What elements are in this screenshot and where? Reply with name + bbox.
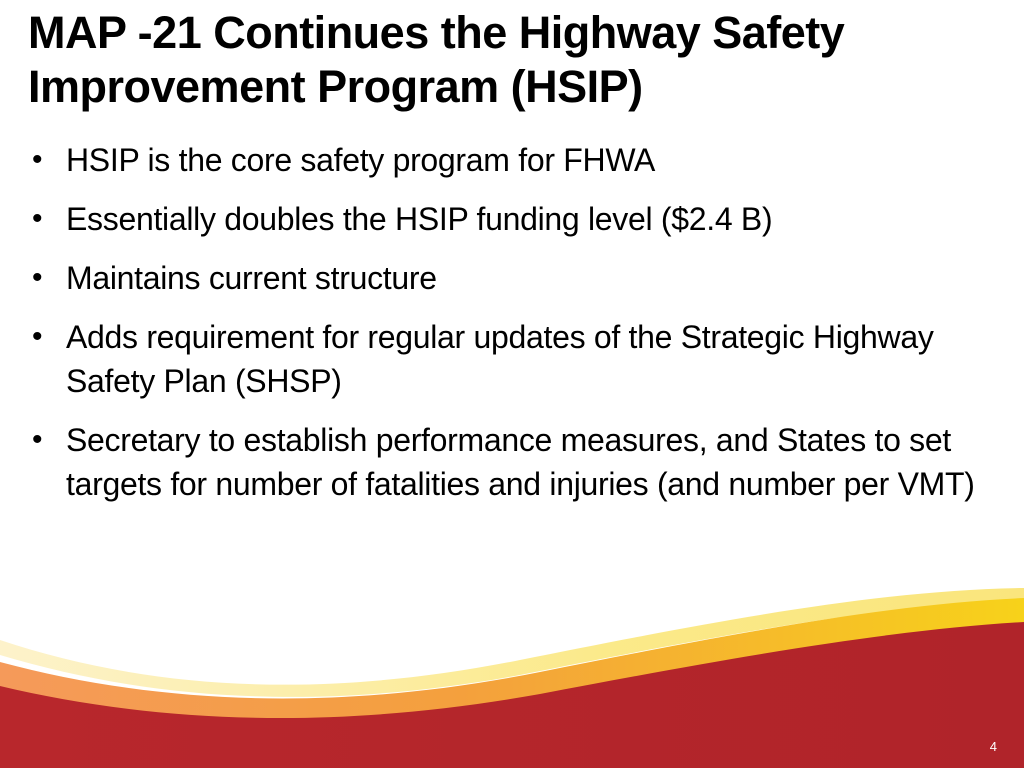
bullet-dot-icon: • (32, 143, 43, 176)
slide-title: MAP -21 Continues the Highway Safety Improvement Program (HSIP) (28, 7, 845, 112)
bullet-text: HSIP is the core safety program for FHWA (66, 142, 656, 178)
bullet-item (28, 256, 1008, 300)
bullet-item (28, 197, 1008, 241)
bullet-item (28, 315, 1008, 403)
bullet-text: Secretary to establish performance measures, and States to set targets for number of fatalities and injuries (and number per VMT) (66, 422, 975, 502)
bullet-text: Essentially doubles the HSIP funding level ($2.4 B) (66, 201, 773, 237)
bullet-dot-icon: • (32, 202, 43, 235)
bullet-list (28, 138, 1008, 521)
bullet-item (28, 138, 1008, 182)
bullet-text: Adds requirement for regular updates of the Strategic Highway Safety Plan (SHSP) (66, 319, 934, 399)
bullet-dot-icon: • (32, 320, 43, 353)
page-number: 4 (989, 739, 997, 754)
bullet-text: Maintains current structure (66, 260, 437, 296)
bullet-dot-icon: • (32, 423, 43, 456)
bullet-item (28, 418, 1008, 506)
bullet-dot-icon: • (32, 261, 43, 294)
